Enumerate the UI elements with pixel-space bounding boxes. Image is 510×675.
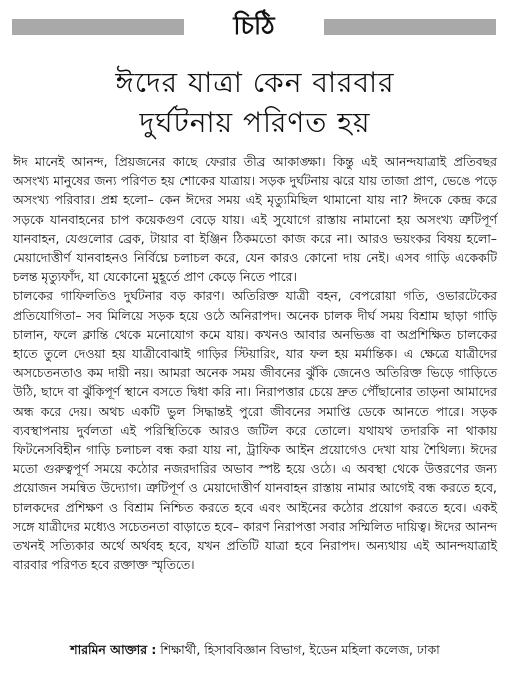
article-headline bbox=[10, 63, 500, 143]
section-title: চিঠি bbox=[233, 11, 275, 40]
article-body bbox=[13, 152, 497, 574]
headline-line-1: ঈদের যাত্রা কেন বারবার bbox=[115, 66, 395, 99]
headline-line-2: দুর্ঘটনায় পরিণত হয় bbox=[139, 106, 371, 139]
article-signature bbox=[0, 640, 510, 659]
section-header bbox=[12, 6, 496, 46]
article-paragraph-2: চালকের গাফিলতিও দুর্ঘটনার বড় কারণ। অতিরিক্ত যাত্রী বহন, বেপরোয়া গতি, ওভারটেকের প্রতিযোগিতা– সব মিলিয়ে সড়ক হয়ে ওঠে অনিরাপদ। অনেক চালক দীর্ঘ সময় বিশ্রাম ছাড়া গাড়ি চালান, ফলে ক্লান্তি থেকে মনোযোগ কমে যায়। কখনও আবার অনভিজ্ঞ বা অপ্রশিক্ষিত চালকের হাতে তুলে দেওয়া হয় যাত্রীবোঝাই গাড়ির স্টিয়ারিং, যার ফল হয় মর্মান্তিক। এ ক্ষেত্রে যাত্রীদের অসচেতনতাও কম দায়ী নয়। আমরা অনেক সময় জীবনের ঝুঁকি জেনেও অতিরিক্ত ভিড়ে গাড়িতে উঠি, ছাদে বা ঝুঁকিপূর্ণ স্থানে বসতে দ্বিধা করি না। নিরাপত্তার চেয়ে দ্রুত পৌঁছানোর তাড়না আমাদের অন্ধ করে দেয়। অথচ একটি ভুল সিদ্ধান্তই পুরো জীবনের সমাপ্তি ডেকে আনতে পারে। সড়ক ব্যবস্থাপনায় দুর্বলতা এই পরিস্থিতিকে আরও জটিল করে তোলে। যথাযথ তদারকি না থাকায় ফিটনেসবিহীন গাড়ি চলাচল বন্ধ করা যায় না, ট্রাফিক আইন প্রয়োগেও দেখা যায় শৈথিল্য। ঈদের মতো গুরুত্বপূর্ণ সময়ে কঠোর নজরদারির অভাব স্পষ্ট হয়ে ওঠে। এ অবস্থা থেকে উত্তরণের জন্য প্রয়োজন সমন্বিত উদ্যোগ। ত্রুটিপূর্ণ ও মেয়াদোত্তীর্ণ যানবাহন রাস্তায় নামার আগেই বন্ধ করতে হবে, চালকদের প্রশিক্ষণ ও বিশ্রাম নিশ্চিত করতে হবে এবং আইনের কঠোর প্রয়োগ করতে হবে। একই সঙ্গে যাত্রীদের মধ্যেও সচেতনতা বাড়াতে হবে– কারণ নিরাপত্তা সবার সম্মিলিত দায়িত্ব। ঈদের আনন্দ তখনই সত্যিকার অর্থে অর্থবহ হবে, যখন প্রতিটি যাত্রা হবে নিরাপদ। অন্যথায় এই আনন্দযাত্রাই বারবার পরিণত হবে রক্তাক্ত স্মৃতিতে। bbox=[13, 288, 497, 573]
article-paragraph-1: ঈদ মানেই আনন্দ, প্রিয়জনের কাছে ফেরার তীব্র আকাঙ্ক্ষা। কিন্তু এই আনন্দযাত্রাই প্রতিবছর অসংখ্য মানুষের জন্য পরিণত হয় শোকের যাত্রায়। সড়ক দুর্ঘটনায় ঝরে যায় তাজা প্রাণ, ভেঙে পড়ে অসংখ্য পরিবার। প্রশ্ন হলো– কেন ঈদের সময় এই মৃত্যুমিছিল থামানো যায় না? ঈদকে কেন্দ্র করে সড়কে যানবাহনের চাপ কয়েকগুণ বেড়ে যায়। এই সুযোগে রাস্তায় নামানো হয় অসংখ্য ত্রুটিপূর্ণ যানবাহন, যেগুলোর ব্রেক, টায়ার বা ইঞ্জিন ঠিকমতো কাজ করে না। আরও ভয়ংকর বিষয় হলো– মেয়াদোত্তীর্ণ যানবাহনও নির্বিঘ্নে চলাচল করে, যেন কারও কোনো দায় নেই। এসব গাড়ি একেকটি চলন্ত মৃত্যুফাঁদ, যা যেকোনো মুহূর্তে প্রাণ কেড়ে নিতে পারে। bbox=[13, 154, 497, 285]
signature-affiliation: শিক্ষার্থী, হিসাববিজ্ঞান বিভাগ, ইডেন মহিলা কলেজ, ঢাকা bbox=[156, 642, 440, 657]
signature-author: শারমিন আক্তার : bbox=[70, 642, 157, 657]
